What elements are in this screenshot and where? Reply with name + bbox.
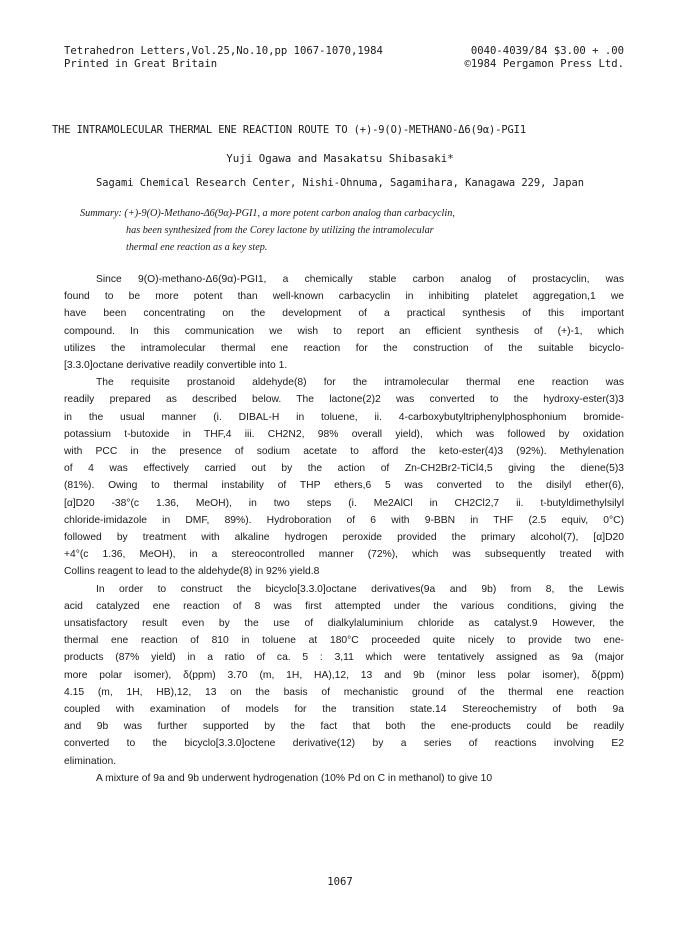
text-line: potassium t-butoxide in THF,4 iii. CH2N2, 98% overall yield), which was followed by oxidation (64, 428, 624, 440)
journal-header (64, 45, 624, 71)
text-line: Since 9(O)-methano-Δ6(9α)-PGI1, a chemically stable carbon analog of prostacyclin, was (96, 274, 624, 285)
price-code: 0040-4039/84 $3.00 + .00 (470, 45, 624, 57)
text-line: and 9b was further supported by the fact that both the ene-products could be readily (64, 721, 624, 733)
header-row-2 (64, 58, 624, 71)
summary-line-3: thermal ene reaction as a key step. (126, 242, 268, 253)
text-line: in the usual manner (i. DIBAL-H in toluene, ii. 4-carboxybutyltriphenylphosphonium bromide- (64, 411, 624, 423)
text-line: coupled with examination of models for the transition state.14 Stereochemistry of both 9a (64, 704, 624, 716)
text-line: +4°(c 1.36, MeOH), in a stereocontrolled manner (72%), which was subsequently treated with (64, 549, 624, 561)
authors: Yuji Ogawa and Masakatsu Shibasaki* (226, 152, 454, 165)
citation-line: Tetrahedron Letters,Vol.25,No.10,pp 1067-1070,1984 (64, 45, 383, 57)
article-title: THE INTRAMOLECULAR THERMAL ENE REACTION ROUTE TO (+)-9(O)-METHANO-Δ6(9α)-PGI1 (52, 124, 526, 136)
text-line: followed by treatment with alkaline hydrogen peroxide provided the primary alcohol(7), [α]D20 (64, 532, 624, 544)
text-line: readily prepared as described below. The lactone(2)2 was converted to the hydroxy-ester(3)3 (64, 394, 624, 406)
text-line: unsatisfactory result even by the use of dialkylaluminium chloride as catalyst.9 However, the (64, 618, 624, 630)
text-line: utilizes the intramolecular thermal ene reaction for the construction of the suitable bicyclo- (64, 342, 624, 354)
text-line: elimination. (64, 755, 117, 767)
text-line: converted to the bicyclo[3.3.0]octene derivative(12) by a series of reactions involving E2 (64, 738, 624, 750)
summary-line-2: has been synthesized from the Corey lactone by utilizing the intramolecular (126, 225, 434, 236)
text-line: A mixture of 9a and 9b underwent hydrogenation (10% Pd on C in methanol) to give 10 (96, 772, 493, 784)
printed-in: Printed in Great Britain (64, 58, 218, 70)
text-line: The requisite prostanoid aldehyde(8) for the intramolecular thermal ene reaction was (96, 377, 624, 389)
summary-label: Summary: (80, 208, 122, 219)
text-line: 4.15 (m, 1H, HB),12, 13 on the basis of mechanistic ground of the thermal ene reaction (64, 686, 624, 698)
text-line: [3.3.0]octane derivative readily convertible into 1. (64, 360, 288, 372)
text-line: with PCC in the presence of sodium acetate to afford the keto-ester(4)3 (92%). Methylenation (64, 446, 624, 458)
paragraph (64, 271, 624, 374)
text-line: more polar isomer), δ(ppm) 3.70 (m, 1H, HA),12, 13 and 9b (minor less polar isomer), δ(ppm) (64, 669, 624, 681)
text-line: products (87% yield) in a ratio of ca. 5 : 3,11 which were tentatively assigned as 9a (major (64, 652, 624, 664)
text-line: (81%). Owing to thermal instability of THP ethers,6 5 was converted to the disilyl ether(6), (64, 480, 624, 492)
copyright: ©1984 Pergamon Press Ltd. (464, 58, 624, 70)
text-line: [α]D20 -38°(c 1.36, MeOH), in two steps (i. Me2AlCl in CH2Cl2,7 ii. t-butyldimethylsilyl (64, 497, 624, 509)
text-line: of 4 was effectively carried out by the action of Zn-CH2Br2-TiCl4,5 giving the diene(5)3 (64, 463, 624, 475)
text-line: Collins reagent to lead to the aldehyde(8) in 92% yield.8 (64, 566, 320, 578)
affiliation: Sagami Chemical Research Center, Nishi-Ohnuma, Sagamihara, Kanagawa 229, Japan (96, 177, 584, 189)
paragraph (64, 770, 624, 787)
text-line: have been concentrating on the development of a practical synthesis of this important (64, 308, 624, 320)
body-text (64, 271, 624, 787)
page-number: 1067 (327, 876, 353, 888)
text-line: acid catalyzed ene reaction of 8 was first attempted under the various conditions, giving the (64, 600, 624, 612)
text-line: chloride-imidazole in DMF, 89%). Hydroboration of 6 with 9-BBN in THF (2.5 equiv, 0°C) (64, 514, 624, 526)
header-row-1 (64, 45, 624, 58)
text-line: found to be more potent than well-known carbacyclin in inhibiting platelet aggregation,1 we (64, 291, 624, 303)
summary-line-1: (+)-9(O)-Methano-Δ6(9α)-PGI1, a more potent carbon analog than carbacyclin, (124, 208, 455, 219)
text-line: compound. In this communication we wish to report an efficient synthesis of (+)-1, which (64, 325, 624, 337)
text-line: In order to construct the bicyclo[3.3.0]octane derivatives(9a and 9b) from 8, the Lewis (96, 583, 624, 595)
paragraph (64, 581, 624, 770)
paragraph (64, 374, 624, 580)
summary (80, 205, 600, 256)
text-line: thermal ene reaction of 810 in toluene at 180°C proceeded quite nicely to provide two ene- (64, 635, 624, 647)
